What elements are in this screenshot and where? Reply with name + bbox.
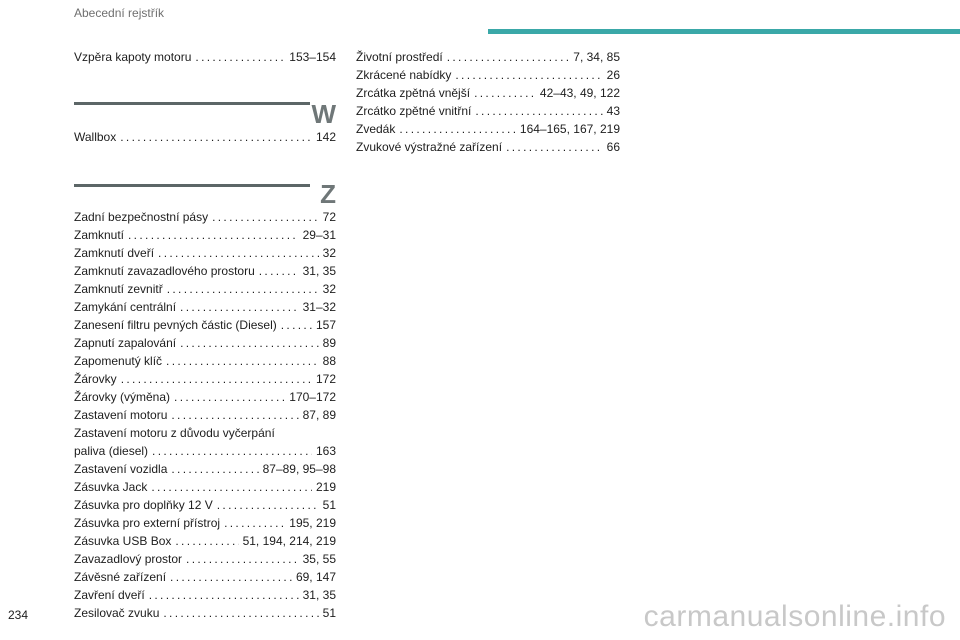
index-entry [356, 66, 620, 84]
leader-dots [128, 226, 299, 244]
index-term: Zvukové výstražné zařízení [356, 140, 503, 154]
leader-dots [152, 442, 312, 460]
index-pages: 72 [322, 210, 336, 224]
leader-dots [120, 128, 312, 146]
index-term: Zrcátko zpětné vnitřní [356, 104, 472, 118]
index-entry [74, 334, 336, 352]
index-pages: 32 [322, 246, 336, 260]
index-term: Žárovky [74, 372, 117, 386]
leader-dots [167, 280, 319, 298]
index-entry [74, 460, 336, 478]
index-entry [74, 316, 336, 334]
index-pages: 42–43, 49, 122 [539, 86, 620, 100]
watermark: carmanualsonline.info [643, 600, 946, 633]
page-number: 234 [8, 608, 29, 622]
header-accent-bar [488, 29, 960, 34]
index-term: Zadní bezpečnostní pásy [74, 210, 209, 224]
index-pages: 32 [322, 282, 336, 296]
index-entry [74, 496, 336, 514]
index-pages: 89 [322, 336, 336, 350]
leader-dots [217, 496, 319, 514]
leader-dots [186, 550, 299, 568]
section-divider-z [74, 184, 310, 187]
index-pages: 51, 194, 214, 219 [242, 534, 336, 548]
index-term: Zamknutí zevnitř [74, 282, 163, 296]
leader-dots [170, 568, 292, 586]
index-term: Zkrácené nabídky [356, 68, 452, 82]
leader-dots [399, 120, 516, 138]
index-entry-line1: Zastavení motoru z důvodu vyčerpání [74, 426, 275, 440]
index-pages: 87, 89 [302, 408, 336, 422]
leader-dots [259, 262, 299, 280]
leader-dots [212, 208, 319, 226]
index-pages: 219 [315, 480, 336, 494]
leader-dots [180, 334, 319, 352]
index-term: Zvedák [356, 122, 396, 136]
index-entry [356, 102, 620, 120]
index-term: Zásuvka USB Box [74, 534, 172, 548]
leader-dots [475, 102, 602, 120]
leader-dots [175, 532, 238, 550]
index-entry [74, 128, 336, 146]
leader-dots [180, 298, 299, 316]
index-term: Zásuvka pro externí přístroj [74, 516, 221, 530]
index-term: Zrcátka zpětná vnější [356, 86, 471, 100]
index-entry [74, 568, 336, 586]
index-term: Zastavení vozidla [74, 462, 168, 476]
index-pages: 153–154 [289, 50, 336, 64]
index-entry [74, 532, 336, 550]
index-entry [74, 514, 336, 532]
section-letter-w: W [311, 99, 336, 129]
index-entry [356, 84, 620, 102]
index-entry [74, 48, 336, 66]
index-entry [74, 586, 336, 604]
index-pages: 29–31 [302, 228, 336, 242]
index-term: Vzpěra kapoty motoru [74, 50, 192, 64]
index-term: Zamknutí dveří [74, 246, 155, 260]
leader-dots [195, 48, 285, 66]
index-term: Zavazadlový prostor [74, 552, 183, 566]
index-term: Žárovky (výměna) [74, 390, 171, 404]
leader-dots [174, 388, 285, 406]
index-pages: 31, 35 [302, 588, 336, 602]
index-pages: 88 [322, 354, 336, 368]
index-term: Životní prostředí [356, 50, 443, 64]
index-term: Zastavení motoru [74, 408, 168, 422]
index-entry [74, 298, 336, 316]
index-term: Závěsné zařízení [74, 570, 167, 584]
index-term: Zapnutí zapalování [74, 336, 177, 350]
leader-dots [149, 586, 299, 604]
index-term: Zamknutí zavazadlového prostoru [74, 264, 255, 278]
index-term: Zamykání centrální [74, 300, 177, 314]
leader-dots [166, 352, 319, 370]
index-entry [74, 550, 336, 568]
index-pages: 43 [606, 104, 620, 118]
section-divider-w [74, 102, 310, 105]
index-entry [74, 280, 336, 298]
index-entry [74, 604, 336, 622]
index-term: Zapomenutý klíč [74, 354, 163, 368]
index-pages: 51 [322, 606, 336, 620]
index-term: paliva (diesel) [74, 444, 149, 458]
index-term: Zesilovač zvuku [74, 606, 160, 620]
index-pages: 195, 219 [289, 516, 336, 530]
leader-dots [158, 244, 319, 262]
leader-dots [455, 66, 602, 84]
index-pages: 170–172 [289, 390, 336, 404]
index-pages: 26 [606, 68, 620, 82]
index-term: Zamknutí [74, 228, 125, 242]
index-entry [356, 120, 620, 138]
leader-dots [474, 84, 536, 102]
index-entry [74, 388, 336, 406]
index-pages: 35, 55 [302, 552, 336, 566]
leader-dots [151, 478, 312, 496]
index-entry [74, 406, 336, 424]
index-pages: 157 [315, 318, 336, 332]
index-pages: 164–165, 167, 219 [519, 122, 620, 136]
index-entry [74, 370, 336, 388]
index-entry [74, 352, 336, 370]
index-term: Zanesení filtru pevných částic (Diesel) [74, 318, 277, 332]
index-pages: 51 [322, 498, 336, 512]
index-term: Zásuvka pro doplňky 12 V [74, 498, 213, 512]
leader-dots [171, 460, 258, 478]
index-entry [356, 48, 620, 66]
index-term: Wallbox [74, 130, 117, 144]
index-pages: 7, 34, 85 [573, 50, 620, 64]
index-term: Zavření dveří [74, 588, 145, 602]
index-pages: 31, 35 [302, 264, 336, 278]
index-pages: 142 [315, 130, 336, 144]
leader-dots [506, 138, 603, 156]
section-letter-z: Z [320, 179, 336, 209]
index-pages: 69, 147 [295, 570, 336, 584]
index-entry [74, 226, 336, 244]
leader-dots [281, 316, 312, 334]
index-pages: 172 [315, 372, 336, 386]
leader-dots [224, 514, 285, 532]
index-pages: 66 [606, 140, 620, 154]
index-entry [74, 442, 336, 460]
running-header: Abecední rejstřík [74, 6, 165, 20]
index-pages: 31–32 [302, 300, 336, 314]
index-pages: 87–89, 95–98 [262, 462, 336, 476]
leader-dots [163, 604, 318, 622]
index-entry [74, 208, 336, 226]
leader-dots [447, 48, 570, 66]
index-entry [74, 262, 336, 280]
index-pages: 163 [315, 444, 336, 458]
index-term: Zásuvka Jack [74, 480, 148, 494]
index-entry [74, 478, 336, 496]
leader-dots [171, 406, 298, 424]
index-entry [356, 138, 620, 156]
leader-dots [121, 370, 312, 388]
index-entry [74, 244, 336, 262]
